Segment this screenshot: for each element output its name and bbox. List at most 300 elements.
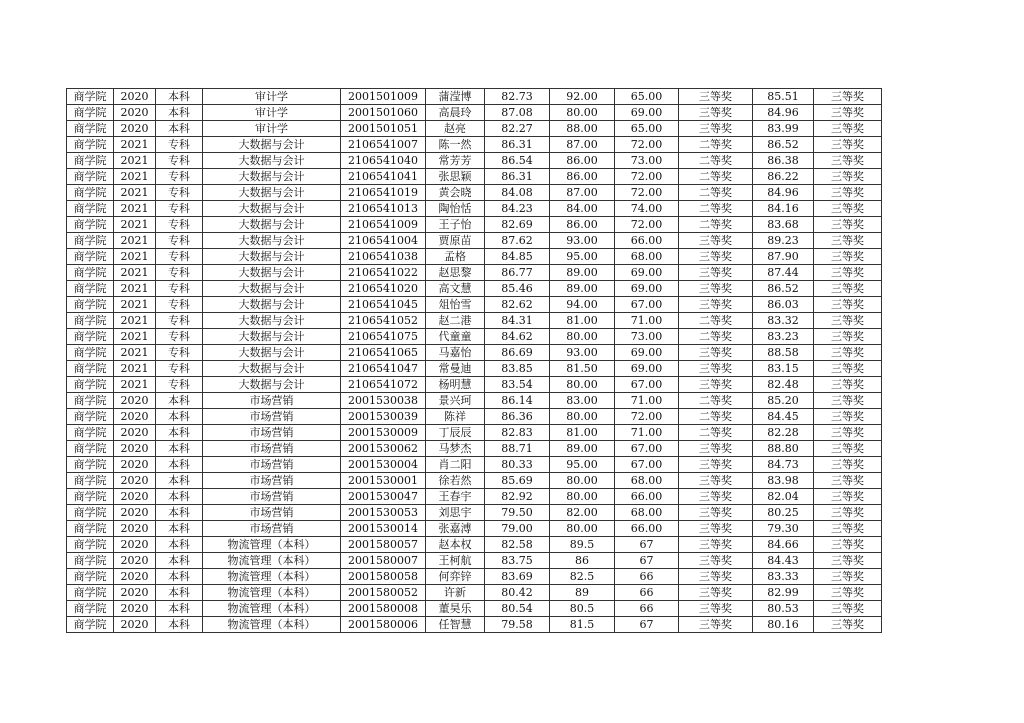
- cell-college: 商学院: [67, 393, 114, 409]
- cell-year: 2021: [114, 281, 156, 297]
- cell-name: 肖二阳: [426, 457, 485, 473]
- table-row: [67, 89, 882, 105]
- cell-score-b: 86.00: [550, 217, 615, 233]
- cell-award-b: 三等奖: [814, 329, 882, 345]
- cell-award-a: 三等奖: [679, 233, 753, 249]
- cell-score-b: 92.00: [550, 89, 615, 105]
- cell-score-b: 86.00: [550, 169, 615, 185]
- cell-name: 黄会晓: [426, 185, 485, 201]
- cell-score-b: 83.00: [550, 393, 615, 409]
- cell-award-a: 三等奖: [679, 585, 753, 601]
- cell-year: 2021: [114, 185, 156, 201]
- cell-student-id: 2001580052: [341, 585, 426, 601]
- cell-major: 市场营销: [203, 489, 341, 505]
- cell-award-a: 三等奖: [679, 521, 753, 537]
- cell-award-b: 三等奖: [814, 313, 882, 329]
- cell-student-id: 2001530062: [341, 441, 426, 457]
- table-row: [67, 377, 882, 393]
- cell-college: 商学院: [67, 185, 114, 201]
- cell-score-a: 84.85: [485, 249, 550, 265]
- cell-award-b: 三等奖: [814, 201, 882, 217]
- cell-year: 2021: [114, 201, 156, 217]
- cell-name: 张思颖: [426, 169, 485, 185]
- cell-name: 何弈锌: [426, 569, 485, 585]
- cell-level: 本科: [156, 553, 203, 569]
- cell-major: 物流管理（本科）: [203, 601, 341, 617]
- cell-score-c: 71.00: [615, 393, 679, 409]
- cell-score-a: 79.58: [485, 617, 550, 633]
- cell-score-a: 79.00: [485, 521, 550, 537]
- cell-score-b: 86: [550, 553, 615, 569]
- cell-award-a: 三等奖: [679, 489, 753, 505]
- cell-name: 陶怡恬: [426, 201, 485, 217]
- cell-name: 代童童: [426, 329, 485, 345]
- cell-college: 商学院: [67, 617, 114, 633]
- cell-score-total: 80.16: [753, 617, 814, 633]
- table-row: [67, 553, 882, 569]
- cell-score-b: 87.00: [550, 185, 615, 201]
- cell-score-c: 66.00: [615, 521, 679, 537]
- cell-score-b: 81.00: [550, 425, 615, 441]
- cell-score-a: 86.77: [485, 265, 550, 281]
- cell-award-a: 二等奖: [679, 185, 753, 201]
- cell-level: 本科: [156, 489, 203, 505]
- cell-college: 商学院: [67, 601, 114, 617]
- table-row: [67, 489, 882, 505]
- cell-college: 商学院: [67, 297, 114, 313]
- cell-score-total: 86.52: [753, 281, 814, 297]
- cell-score-b: 80.5: [550, 601, 615, 617]
- cell-level: 专科: [156, 217, 203, 233]
- cell-score-total: 89.23: [753, 233, 814, 249]
- cell-award-a: 三等奖: [679, 281, 753, 297]
- cell-award-a: 二等奖: [679, 169, 753, 185]
- cell-score-c: 72.00: [615, 169, 679, 185]
- table-row: [67, 473, 882, 489]
- cell-major: 审计学: [203, 89, 341, 105]
- cell-score-b: 80.00: [550, 105, 615, 121]
- cell-score-total: 82.04: [753, 489, 814, 505]
- cell-level: 专科: [156, 313, 203, 329]
- cell-award-b: 三等奖: [814, 457, 882, 473]
- cell-score-total: 84.66: [753, 537, 814, 553]
- cell-major: 物流管理（本科）: [203, 585, 341, 601]
- cell-year: 2021: [114, 153, 156, 169]
- cell-award-b: 三等奖: [814, 569, 882, 585]
- cell-name: 赵亮: [426, 121, 485, 137]
- cell-score-b: 93.00: [550, 345, 615, 361]
- cell-score-total: 86.38: [753, 153, 814, 169]
- cell-level: 专科: [156, 361, 203, 377]
- cell-level: 专科: [156, 185, 203, 201]
- cell-award-b: 三等奖: [814, 185, 882, 201]
- cell-major: 物流管理（本科）: [203, 617, 341, 633]
- cell-name: 丁辰辰: [426, 425, 485, 441]
- cell-award-a: 三等奖: [679, 601, 753, 617]
- cell-major: 物流管理（本科）: [203, 537, 341, 553]
- cell-name: 赵本权: [426, 537, 485, 553]
- cell-score-total: 83.98: [753, 473, 814, 489]
- cell-score-b: 81.50: [550, 361, 615, 377]
- cell-award-a: 二等奖: [679, 329, 753, 345]
- cell-score-a: 82.83: [485, 425, 550, 441]
- cell-level: 专科: [156, 169, 203, 185]
- table-row: [67, 137, 882, 153]
- cell-year: 2020: [114, 489, 156, 505]
- cell-award-a: 三等奖: [679, 297, 753, 313]
- cell-student-id: 2001530053: [341, 505, 426, 521]
- cell-major: 大数据与会计: [203, 169, 341, 185]
- cell-score-total: 86.03: [753, 297, 814, 313]
- cell-student-id: 2001580008: [341, 601, 426, 617]
- cell-award-a: 三等奖: [679, 105, 753, 121]
- cell-score-a: 87.62: [485, 233, 550, 249]
- cell-year: 2021: [114, 137, 156, 153]
- cell-award-b: 三等奖: [814, 601, 882, 617]
- cell-name: 孟格: [426, 249, 485, 265]
- cell-score-b: 93.00: [550, 233, 615, 249]
- cell-score-b: 89.00: [550, 265, 615, 281]
- cell-college: 商学院: [67, 345, 114, 361]
- table-row: [67, 265, 882, 281]
- cell-score-b: 81.00: [550, 313, 615, 329]
- cell-score-c: 69.00: [615, 105, 679, 121]
- cell-college: 商学院: [67, 137, 114, 153]
- cell-award-a: 三等奖: [679, 249, 753, 265]
- cell-college: 商学院: [67, 505, 114, 521]
- cell-award-b: 三等奖: [814, 233, 882, 249]
- cell-year: 2020: [114, 441, 156, 457]
- cell-award-b: 三等奖: [814, 585, 882, 601]
- cell-college: 商学院: [67, 521, 114, 537]
- cell-level: 专科: [156, 265, 203, 281]
- cell-level: 本科: [156, 457, 203, 473]
- cell-score-c: 67.00: [615, 457, 679, 473]
- cell-major: 大数据与会计: [203, 249, 341, 265]
- cell-year: 2021: [114, 249, 156, 265]
- cell-award-a: 三等奖: [679, 121, 753, 137]
- cell-college: 商学院: [67, 553, 114, 569]
- cell-award-b: 三等奖: [814, 425, 882, 441]
- cell-level: 本科: [156, 601, 203, 617]
- cell-award-a: 二等奖: [679, 217, 753, 233]
- cell-award-b: 三等奖: [814, 489, 882, 505]
- cell-score-a: 86.36: [485, 409, 550, 425]
- cell-score-c: 66.00: [615, 489, 679, 505]
- cell-college: 商学院: [67, 329, 114, 345]
- cell-year: 2021: [114, 361, 156, 377]
- cell-score-total: 87.90: [753, 249, 814, 265]
- cell-student-id: 2106541038: [341, 249, 426, 265]
- cell-year: 2021: [114, 169, 156, 185]
- cell-student-id: 2106541052: [341, 313, 426, 329]
- cell-year: 2020: [114, 553, 156, 569]
- table-row: [67, 617, 882, 633]
- cell-score-b: 94.00: [550, 297, 615, 313]
- cell-score-a: 80.54: [485, 601, 550, 617]
- table-row: [67, 329, 882, 345]
- cell-level: 专科: [156, 233, 203, 249]
- cell-student-id: 2106541041: [341, 169, 426, 185]
- cell-score-a: 83.85: [485, 361, 550, 377]
- cell-name: 贾原苗: [426, 233, 485, 249]
- cell-major: 大数据与会计: [203, 201, 341, 217]
- cell-score-b: 82.00: [550, 505, 615, 521]
- cell-year: 2020: [114, 505, 156, 521]
- cell-student-id: 2106541019: [341, 185, 426, 201]
- cell-level: 本科: [156, 617, 203, 633]
- cell-major: 市场营销: [203, 425, 341, 441]
- cell-student-id: 2001580006: [341, 617, 426, 633]
- cell-student-id: 2001530014: [341, 521, 426, 537]
- cell-score-a: 79.50: [485, 505, 550, 521]
- cell-major: 大数据与会计: [203, 217, 341, 233]
- table-row: [67, 361, 882, 377]
- cell-award-a: 三等奖: [679, 617, 753, 633]
- cell-award-b: 三等奖: [814, 377, 882, 393]
- cell-score-c: 65.00: [615, 121, 679, 137]
- cell-level: 专科: [156, 377, 203, 393]
- cell-award-a: 三等奖: [679, 505, 753, 521]
- cell-student-id: 2106541013: [341, 201, 426, 217]
- cell-college: 商学院: [67, 217, 114, 233]
- cell-major: 大数据与会计: [203, 153, 341, 169]
- cell-award-a: 二等奖: [679, 201, 753, 217]
- cell-score-total: 84.73: [753, 457, 814, 473]
- cell-level: 本科: [156, 89, 203, 105]
- cell-score-b: 82.5: [550, 569, 615, 585]
- cell-year: 2021: [114, 233, 156, 249]
- cell-score-c: 69.00: [615, 345, 679, 361]
- cell-award-a: 二等奖: [679, 153, 753, 169]
- table-row: [67, 313, 882, 329]
- cell-name: 徐若然: [426, 473, 485, 489]
- cell-score-total: 85.51: [753, 89, 814, 105]
- cell-college: 商学院: [67, 473, 114, 489]
- cell-college: 商学院: [67, 425, 114, 441]
- cell-score-total: 83.32: [753, 313, 814, 329]
- cell-award-a: 三等奖: [679, 361, 753, 377]
- cell-level: 本科: [156, 441, 203, 457]
- table-row: [67, 601, 882, 617]
- cell-name: 马梦杰: [426, 441, 485, 457]
- cell-score-c: 67: [615, 617, 679, 633]
- cell-award-a: 三等奖: [679, 537, 753, 553]
- cell-name: 高晨玲: [426, 105, 485, 121]
- cell-score-a: 86.31: [485, 137, 550, 153]
- cell-student-id: 2106541020: [341, 281, 426, 297]
- cell-major: 市场营销: [203, 473, 341, 489]
- cell-score-b: 87.00: [550, 137, 615, 153]
- cell-award-a: 二等奖: [679, 313, 753, 329]
- cell-name: 张嘉溥: [426, 521, 485, 537]
- cell-score-c: 71.00: [615, 425, 679, 441]
- cell-year: 2021: [114, 313, 156, 329]
- cell-score-b: 88.00: [550, 121, 615, 137]
- cell-name: 任智慧: [426, 617, 485, 633]
- cell-year: 2020: [114, 521, 156, 537]
- cell-major: 市场营销: [203, 409, 341, 425]
- cell-score-a: 85.46: [485, 281, 550, 297]
- cell-score-total: 85.20: [753, 393, 814, 409]
- cell-major: 审计学: [203, 121, 341, 137]
- cell-score-total: 84.96: [753, 105, 814, 121]
- table-row: [67, 345, 882, 361]
- cell-score-a: 85.69: [485, 473, 550, 489]
- cell-award-b: 三等奖: [814, 297, 882, 313]
- cell-college: 商学院: [67, 121, 114, 137]
- cell-score-total: 88.58: [753, 345, 814, 361]
- cell-college: 商学院: [67, 457, 114, 473]
- cell-name: 王子怡: [426, 217, 485, 233]
- cell-college: 商学院: [67, 585, 114, 601]
- cell-college: 商学院: [67, 537, 114, 553]
- cell-score-b: 80.00: [550, 489, 615, 505]
- cell-name: 常曼迪: [426, 361, 485, 377]
- table-row: [67, 297, 882, 313]
- cell-student-id: 2106541075: [341, 329, 426, 345]
- cell-level: 本科: [156, 425, 203, 441]
- cell-college: 商学院: [67, 233, 114, 249]
- cell-score-total: 83.23: [753, 329, 814, 345]
- cell-score-a: 86.69: [485, 345, 550, 361]
- cell-score-c: 68.00: [615, 473, 679, 489]
- cell-award-a: 三等奖: [679, 473, 753, 489]
- award-table: [66, 88, 882, 633]
- cell-student-id: 2001580057: [341, 537, 426, 553]
- cell-college: 商学院: [67, 169, 114, 185]
- cell-score-c: 66: [615, 601, 679, 617]
- table-row: [67, 425, 882, 441]
- cell-college: 商学院: [67, 377, 114, 393]
- cell-year: 2020: [114, 457, 156, 473]
- cell-score-b: 80.00: [550, 409, 615, 425]
- cell-level: 本科: [156, 505, 203, 521]
- cell-score-a: 83.75: [485, 553, 550, 569]
- cell-score-b: 80.00: [550, 377, 615, 393]
- cell-score-c: 72.00: [615, 137, 679, 153]
- cell-major: 审计学: [203, 105, 341, 121]
- cell-score-c: 72.00: [615, 185, 679, 201]
- cell-college: 商学院: [67, 313, 114, 329]
- cell-score-a: 82.58: [485, 537, 550, 553]
- cell-award-a: 三等奖: [679, 457, 753, 473]
- cell-major: 大数据与会计: [203, 233, 341, 249]
- cell-score-total: 84.45: [753, 409, 814, 425]
- cell-major: 市场营销: [203, 457, 341, 473]
- cell-year: 2020: [114, 89, 156, 105]
- cell-score-b: 80.00: [550, 473, 615, 489]
- cell-name: 杨明慧: [426, 377, 485, 393]
- cell-score-a: 86.14: [485, 393, 550, 409]
- cell-score-total: 84.16: [753, 201, 814, 217]
- cell-score-c: 73.00: [615, 153, 679, 169]
- cell-major: 市场营销: [203, 521, 341, 537]
- table-row: [67, 521, 882, 537]
- cell-score-a: 87.08: [485, 105, 550, 121]
- cell-student-id: 2106541045: [341, 297, 426, 313]
- table-row: [67, 121, 882, 137]
- cell-score-c: 66: [615, 569, 679, 585]
- cell-student-id: 2001530009: [341, 425, 426, 441]
- cell-year: 2020: [114, 537, 156, 553]
- cell-score-c: 67.00: [615, 377, 679, 393]
- cell-score-total: 82.48: [753, 377, 814, 393]
- cell-name: 景兴珂: [426, 393, 485, 409]
- cell-award-b: 三等奖: [814, 89, 882, 105]
- cell-level: 本科: [156, 473, 203, 489]
- cell-award-b: 三等奖: [814, 617, 882, 633]
- table-row: [67, 569, 882, 585]
- cell-award-b: 三等奖: [814, 249, 882, 265]
- cell-score-total: 84.43: [753, 553, 814, 569]
- cell-year: 2020: [114, 425, 156, 441]
- cell-student-id: 2001530001: [341, 473, 426, 489]
- cell-year: 2020: [114, 121, 156, 137]
- cell-major: 市场营销: [203, 441, 341, 457]
- cell-year: 2021: [114, 217, 156, 233]
- cell-college: 商学院: [67, 201, 114, 217]
- cell-score-a: 80.33: [485, 457, 550, 473]
- cell-score-a: 83.69: [485, 569, 550, 585]
- cell-score-c: 69.00: [615, 281, 679, 297]
- table-row: [67, 217, 882, 233]
- cell-student-id: 2106541007: [341, 137, 426, 153]
- cell-score-a: 84.23: [485, 201, 550, 217]
- cell-score-total: 86.22: [753, 169, 814, 185]
- cell-score-a: 82.62: [485, 297, 550, 313]
- cell-college: 商学院: [67, 265, 114, 281]
- cell-score-a: 82.27: [485, 121, 550, 137]
- cell-year: 2021: [114, 329, 156, 345]
- cell-score-a: 83.54: [485, 377, 550, 393]
- cell-award-a: 二等奖: [679, 409, 753, 425]
- cell-score-c: 74.00: [615, 201, 679, 217]
- cell-year: 2021: [114, 377, 156, 393]
- cell-college: 商学院: [67, 441, 114, 457]
- cell-level: 本科: [156, 393, 203, 409]
- cell-level: 本科: [156, 105, 203, 121]
- cell-level: 专科: [156, 201, 203, 217]
- cell-score-a: 88.71: [485, 441, 550, 457]
- cell-score-a: 84.62: [485, 329, 550, 345]
- cell-name: 赵思黎: [426, 265, 485, 281]
- cell-score-total: 82.99: [753, 585, 814, 601]
- cell-award-a: 三等奖: [679, 441, 753, 457]
- cell-level: 本科: [156, 537, 203, 553]
- cell-award-b: 三等奖: [814, 521, 882, 537]
- cell-college: 商学院: [67, 89, 114, 105]
- cell-score-c: 72.00: [615, 409, 679, 425]
- cell-name: 王春宇: [426, 489, 485, 505]
- cell-student-id: 2106541022: [341, 265, 426, 281]
- cell-score-b: 80.00: [550, 329, 615, 345]
- cell-score-c: 68.00: [615, 505, 679, 521]
- cell-score-a: 82.73: [485, 89, 550, 105]
- cell-score-b: 89: [550, 585, 615, 601]
- cell-college: 商学院: [67, 281, 114, 297]
- cell-name: 常芳芳: [426, 153, 485, 169]
- cell-student-id: 2001501009: [341, 89, 426, 105]
- cell-award-b: 三等奖: [814, 153, 882, 169]
- table-row: [67, 185, 882, 201]
- cell-score-a: 84.08: [485, 185, 550, 201]
- cell-student-id: 2001530039: [341, 409, 426, 425]
- cell-score-total: 80.53: [753, 601, 814, 617]
- cell-major: 市场营销: [203, 505, 341, 521]
- table-row: [67, 169, 882, 185]
- table-row: [67, 233, 882, 249]
